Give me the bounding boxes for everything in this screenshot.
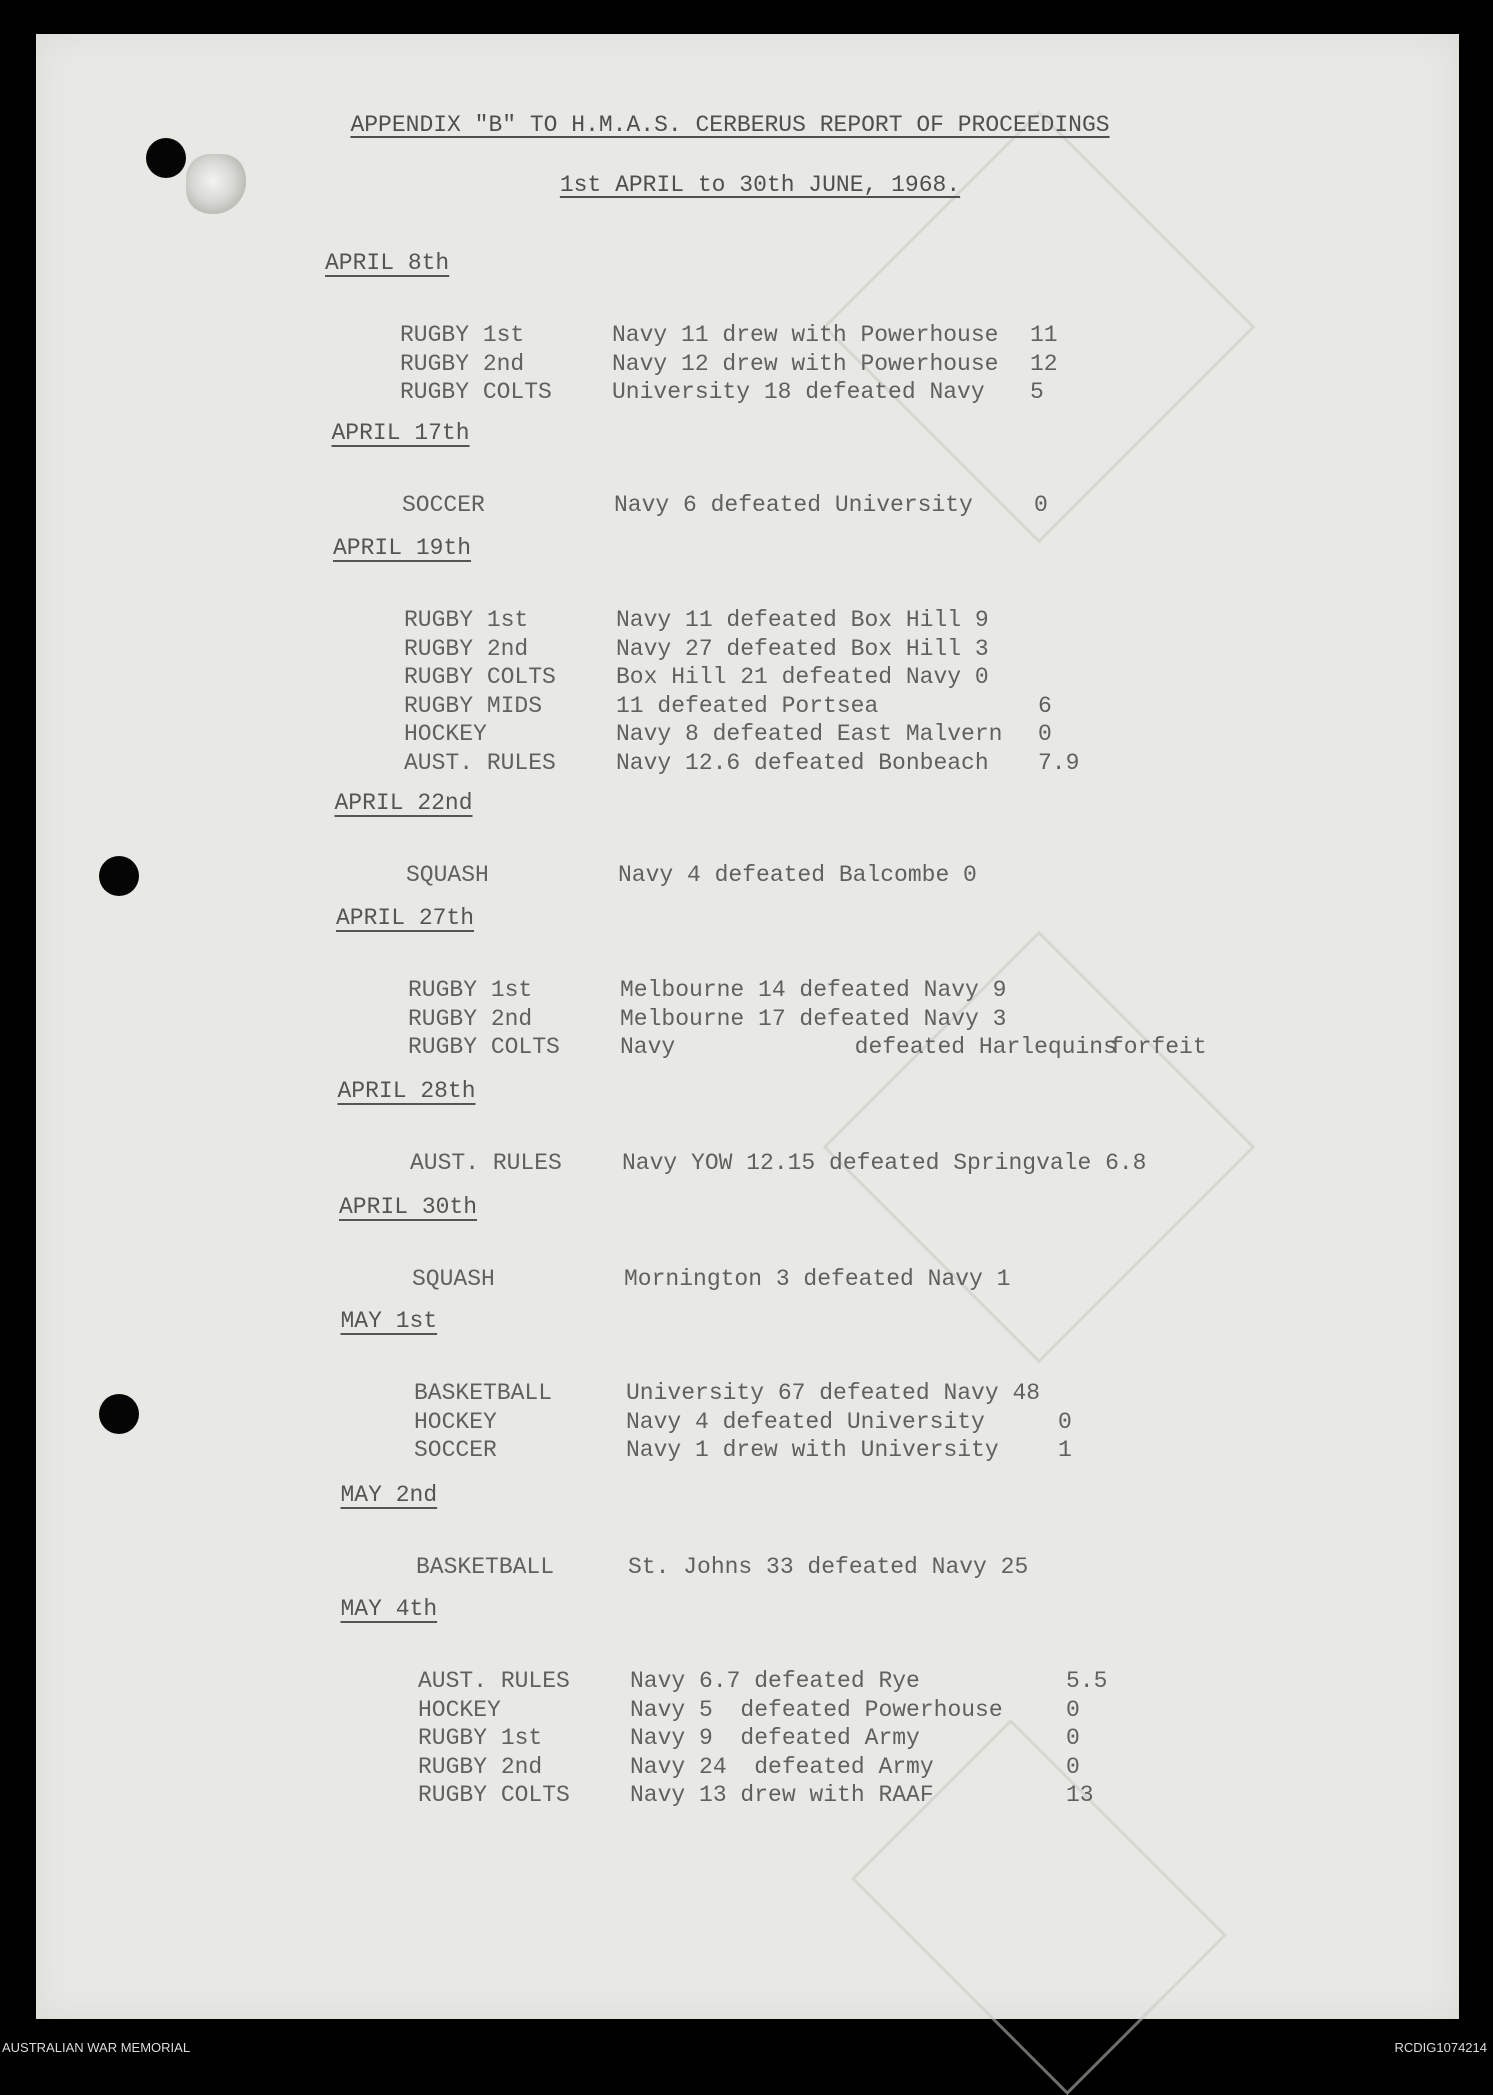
punch-hole [99,856,139,896]
match-result: Navy 12 drew with Powerhouse [612,350,999,377]
sport-name: SQUASH [412,1266,495,1292]
match-result: Navy 13 drew with RAAF [630,1782,934,1808]
sport-name: AUST. RULES [410,1150,562,1176]
sport-name: RUGBY 2nd [404,635,529,662]
match-result: Box Hill 21 defeated Navy 0 [616,664,989,690]
section-date: APRIL 28th [337,1078,476,1104]
sport-name: RUGBY 1st [400,322,525,348]
match-score: 6 [1038,692,1052,719]
match-score: 0 [1038,721,1052,747]
match-score: 13 [1066,1782,1094,1808]
match-score: 0 [1066,1753,1080,1780]
match-result: Navy defeated Harlequins [620,1034,1117,1060]
match-result: Navy 1 drew with University [626,1437,999,1463]
sport-name: RUGBY 2nd [400,350,525,377]
match-result: Navy 6.7 defeated Rye [630,1668,920,1694]
footer-right: RCDIG1074214 [1394,2040,1487,2055]
match-score: 0 [1066,1696,1080,1723]
match-score: 1 [1058,1437,1072,1463]
match-score: 0 [1066,1725,1080,1751]
document-title: APPENDIX "B" TO H.M.A.S. CERBERUS REPORT OF PROCEEDINGS [350,112,1110,138]
sport-name: BASKETBALL [414,1380,553,1406]
sport-name: RUGBY 2nd [418,1753,543,1780]
sport-name: HOCKEY [418,1696,501,1723]
sport-name: RUGBY COLTS [408,1034,560,1060]
match-result: Navy 8 defeated East Malvern [616,721,1003,747]
match-score: forfeit [1110,1034,1207,1060]
match-score: 12 [1030,350,1058,377]
section-date: MAY 4th [340,1596,438,1622]
sport-name: AUST. RULES [404,749,556,776]
match-result: Melbourne 17 defeated Navy 3 [620,1005,1007,1032]
match-score: 0 [1058,1408,1072,1435]
section-date: APRIL 17th [331,420,470,446]
section-date: MAY 2nd [340,1482,438,1508]
section-date: APRIL 19th [333,535,472,561]
match-result: Navy 11 defeated Box Hill 9 [616,607,989,633]
match-result: 11 defeated Portsea [616,692,879,719]
sport-name: HOCKEY [404,721,487,747]
match-score: 7.9 [1038,749,1080,776]
footer-left: AUSTRALIAN WAR MEMORIAL [2,2040,191,2055]
match-result: Navy YOW 12.15 defeated Springvale 6.8 [622,1150,1147,1176]
match-score: 0 [1034,492,1048,518]
sport-name: RUGBY MIDS [404,692,543,719]
document-subtitle: 1st APRIL to 30th JUNE, 1968. [559,172,961,198]
sport-name: AUST. RULES [418,1668,570,1694]
match-result: St. Johns 33 defeated Navy 25 [628,1554,1029,1580]
match-result: Navy 27 defeated Box Hill 3 [616,635,989,662]
section-date: APRIL 8th [325,250,450,276]
match-score: 11 [1030,322,1058,348]
punch-hole [99,1394,139,1434]
match-result: Navy 24 defeated Army [630,1753,934,1780]
sport-name: SOCCER [402,492,485,518]
sport-name: RUGBY COLTS [400,379,552,405]
sport-name: RUGBY 1st [418,1725,543,1751]
sport-name: RUGBY COLTS [404,664,556,690]
match-result: Navy 4 defeated Balcombe 0 [618,862,977,888]
match-result: University 18 defeated Navy [612,379,985,405]
match-result: Navy 9 defeated Army [630,1725,920,1751]
section-date: APRIL 22nd [334,790,473,816]
sport-name: RUGBY 1st [404,607,529,633]
match-result: Navy 5 defeated Powerhouse [630,1696,1003,1723]
match-result: Navy 11 drew with Powerhouse [612,322,999,348]
sport-name: HOCKEY [414,1408,497,1435]
match-result: Navy 4 defeated University [626,1408,985,1435]
match-score: 5.5 [1066,1668,1108,1694]
match-result: University 67 defeated Navy 48 [626,1380,1041,1406]
section-date: MAY 1st [340,1308,438,1334]
punch-hole [146,138,186,178]
sport-name: RUGBY 1st [408,977,533,1003]
sport-name: RUGBY COLTS [418,1782,570,1808]
match-result: Navy 6 defeated University [614,492,973,518]
sport-name: SQUASH [406,862,489,888]
torn-hole [186,154,246,214]
section-date: APRIL 30th [339,1194,478,1220]
match-result: Navy 12.6 defeated Bonbeach [616,749,989,776]
sport-name: SOCCER [414,1437,497,1463]
section-date: APRIL 27th [336,905,475,931]
sport-name: BASKETBALL [416,1554,555,1580]
match-result: Melbourne 14 defeated Navy 9 [620,977,1007,1003]
match-score: 5 [1030,379,1044,405]
match-result: Mornington 3 defeated Navy 1 [624,1266,1011,1292]
sport-name: RUGBY 2nd [408,1005,533,1032]
